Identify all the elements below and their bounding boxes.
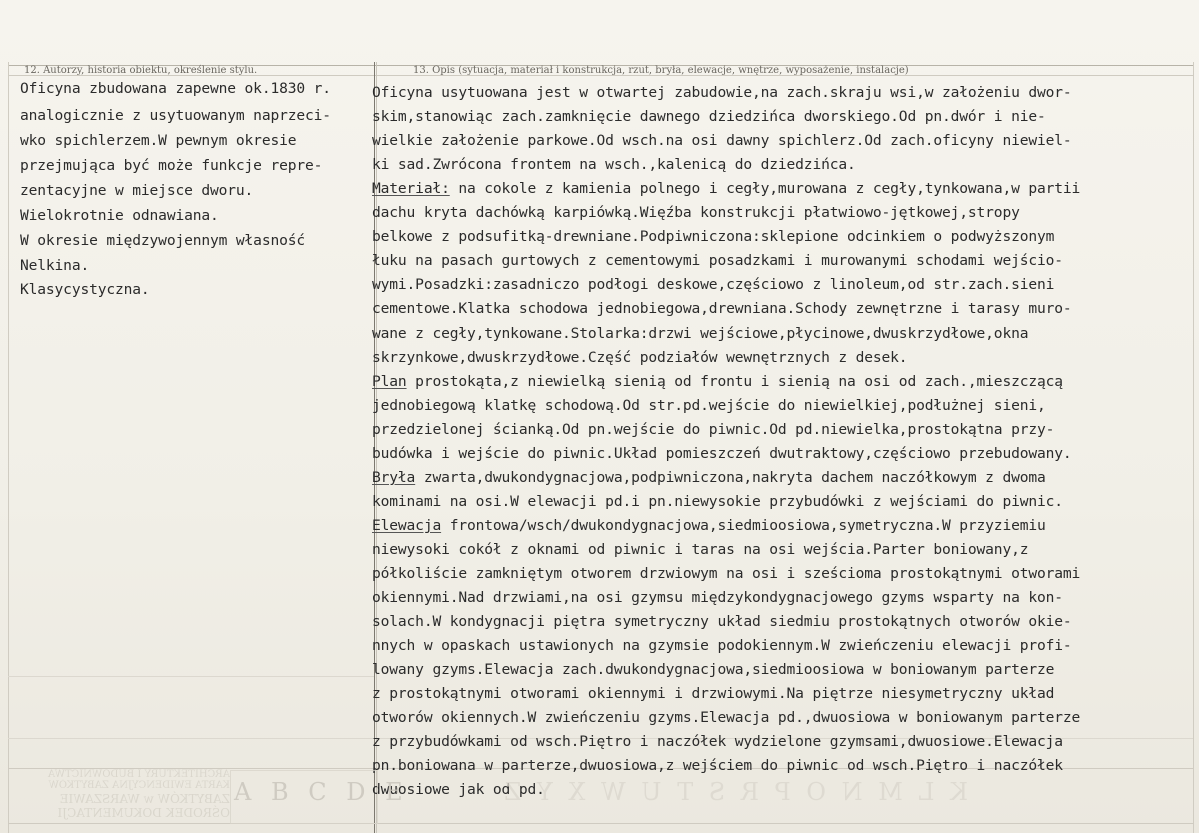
- line-text: cementowe.Klatka schodowa jednobiegowa,drewniana.Schody zewnętrzne i tarasy muro-: [372, 300, 1072, 317]
- right-column-header: 13. Opis (sytuacja, materiał i konstrukcja, rzut, bryła, elewacje, wnętrze, wyposażenie, instalacje): [413, 65, 909, 76]
- line-text: ki sad.Zwrócona frontem na wsch.,kalenicą do dziedzińca.: [372, 156, 856, 173]
- right-text-line: [372, 517, 1046, 534]
- right-text-line: [372, 733, 1063, 750]
- right-text-line: [372, 84, 1072, 101]
- left-edge: [8, 62, 9, 833]
- line-text: pn.boniowana w parterze,dwuosiowa,z wejściem do piwnic od wsch.Piętro i naczółek: [372, 757, 1063, 774]
- line-text: z prostokątnymi otworami okiennymi i drzwiowymi.Na piętrze niesymetryczny układ: [372, 685, 1055, 702]
- right-text-line: [372, 397, 1046, 414]
- line-text: na cokole z kamienia polnego i cegły,murowana z cegły,tynkowana,w partii: [449, 180, 1081, 197]
- right-edge: [1193, 62, 1194, 833]
- line-text: wymi.Posadzki:zasadniczo podłogi deskowe,częściowo z linoleum,od str.zach.sieni: [372, 276, 1055, 293]
- line-text: frontowa/wsch/dwukondygnacjowa,siedmioosiowa,symetryczna.W przyziemiu: [441, 517, 1046, 534]
- right-text-line: [372, 637, 1072, 654]
- line-text: belkowe z podsufitką-drewniane.Podpiwniczona:sklepione odcinkiem o podwyższonym: [372, 228, 1055, 245]
- line-text: otworów okiennych.W zwieńczeniu gzyms.Elewacja pd.,dwuosiowa w boniowanym parterze: [372, 709, 1081, 726]
- stamp-area: [8, 770, 1193, 823]
- section-heading: Materiał:: [372, 180, 450, 197]
- stamp-line-2: ZABYTKÓW w WARSZAWIE: [59, 792, 230, 806]
- right-text-line: [372, 228, 1054, 245]
- right-text-line: [372, 132, 1072, 149]
- right-text-line: [372, 565, 1080, 582]
- right-text-line: [372, 204, 1020, 221]
- line-text: przedzielonej ścianką.Od pn.wejście do piwnic.Od pd.niewielka,prostokątna przy-: [372, 421, 1055, 438]
- line-text: skrzynkowe,dwuskrzydłowe.Część podziałów wewnętrznych z desek.: [372, 349, 908, 366]
- stamp-letters-right: K L M N O P R S T U W X Y Z: [500, 778, 968, 806]
- line-text: wielkie założenie parkowe.Od wsch.na osi dawny spichlerz.Od zach.oficyny niewiel-: [372, 132, 1072, 149]
- right-text-line: [372, 541, 1028, 558]
- line-text: z przybudówkami od wsch.Piętro i naczółek wydzielone gzymsami,dwuosiowe.Elewacja: [372, 733, 1063, 750]
- section-heading: Elewacja: [372, 517, 442, 534]
- right-text-line: [372, 325, 1028, 342]
- line-text: łuku na pasach gurtowych z cementowymi posadzkami i murowanymi schodami wejścio-: [372, 252, 1063, 269]
- right-text-line: [372, 709, 1080, 726]
- line-text: prostokąta,z niewielką sienią od frontu i sienią na osi od zach.,mieszczącą: [406, 373, 1063, 390]
- line-text: niewysoki cokół z oknami od piwnic i taras na osi wejścia.Parter boniowany,z: [372, 541, 1029, 558]
- section-heading: Plan: [372, 373, 407, 390]
- line-text: jednobiegową klatkę schodową.Od str.pd.wejście do niewielkiej,podłużnej sieni,: [372, 397, 1046, 414]
- right-text-line: [372, 469, 1046, 486]
- left-text-line: Nelkina.: [20, 257, 90, 274]
- right-text-line: [372, 661, 1054, 678]
- line-text: lowany gzyms.Elewacja zach.dwukondygnacjowa,siedmioosiowa w boniowanym parterze: [372, 661, 1055, 678]
- stamp-line-3: KARTA EWIDENCYJNA ZABYTKÓW: [48, 780, 230, 791]
- left-text-line: Oficyna zbudowana zapewne ok.1830 r.: [20, 80, 331, 97]
- line-text: nnych w opaskach ustawionych na gzymsie podokiennym.W zwieńczeniu elewacji profi-: [372, 637, 1072, 654]
- right-text-line: [372, 373, 1063, 390]
- right-text-line: [372, 589, 1063, 606]
- right-text-line: [372, 300, 1072, 317]
- line-text: okiennymi.Nad drzwiami,na osi gzymsu międzykondygnacjowego gzyms wsparty na kon-: [372, 589, 1063, 606]
- faint-rule: [8, 676, 374, 677]
- line-text: kominami na osi.W elewacji pd.i pn.niewysokie przybudówki z wejściami do piwnic.: [372, 493, 1063, 510]
- right-text-line: [372, 445, 1072, 462]
- right-text-line: [372, 108, 1046, 125]
- line-text: wane z cegły,tynkowane.Stolarka:drzwi wejściowe,płycinowe,dwuskrzydłowe,okna: [372, 325, 1029, 342]
- right-text-line: [372, 156, 856, 173]
- stamp-line-4: ARCHITEKTURY I BUDOWNICTWA: [47, 769, 230, 780]
- right-text-line: [372, 685, 1054, 702]
- line-text: półkoliście zamkniętym otworem drzwiowym na osi i sześcioma prostokątnymi otworami: [372, 565, 1081, 582]
- line-text: skim,stanowiąc zach.zamknięcie dawnego dziedzińca dworskiego.Od pn.dwór i nie-: [372, 108, 1046, 125]
- line-text: zwarta,dwukondygnacjowa,podpiwniczona,nakryta dachem naczółkowym z dwoma: [415, 469, 1046, 486]
- stamp-letters-left: A B C D E: [234, 778, 409, 806]
- right-text-line: [372, 613, 1072, 630]
- line-text: solach.W kondygnacji piętra symetryczny układ siedmiu prostokątnych otworów okie-: [372, 613, 1072, 630]
- left-text-line: W okresie międzywojennym własność: [20, 232, 305, 249]
- left-text-line: analogicznie z usytuowanym naprzeci-: [20, 107, 331, 124]
- right-text-line: [372, 421, 1054, 438]
- left-text-line: wko spichlerzem.W pewnym okresie: [20, 132, 297, 149]
- stamp-rule-2: [8, 823, 1193, 824]
- right-text-line: [372, 276, 1054, 293]
- line-text: budówka i wejście do piwnic.Układ pomieszczeń dwutraktowy,częściowo przebudowany.: [372, 445, 1072, 462]
- left-text-line: Wielokrotnie odnawiana.: [20, 207, 219, 224]
- left-column-header: 12. Autorzy, historia obiektu, określenie stylu.: [24, 65, 258, 76]
- line-text: dwuosiowe jak od pd.: [372, 781, 545, 798]
- right-text-line: [372, 493, 1063, 510]
- left-text-line: przejmująca być może funkcje repre-: [20, 157, 323, 174]
- line-text: Oficyna usytuowana jest w otwartej zabudowie,na zach.skraju wsi,w założeniu dwor-: [372, 84, 1072, 101]
- section-heading: Bryła: [372, 469, 416, 486]
- line-text: dachu kryta dachówką karpiówką.Więźba konstrukcji płatwiowo-jętkowej,stropy: [372, 204, 1020, 221]
- stamp-line-1: OŚRODEK DOKUMENTACJI: [57, 806, 230, 820]
- left-text-line: Klasycystyczna.: [20, 281, 150, 298]
- right-text-line: [372, 252, 1063, 269]
- left-text-line: zentacyjne w miejsce dworu.: [20, 182, 254, 199]
- right-text-line: [372, 349, 907, 366]
- right-text-line: [372, 180, 1080, 197]
